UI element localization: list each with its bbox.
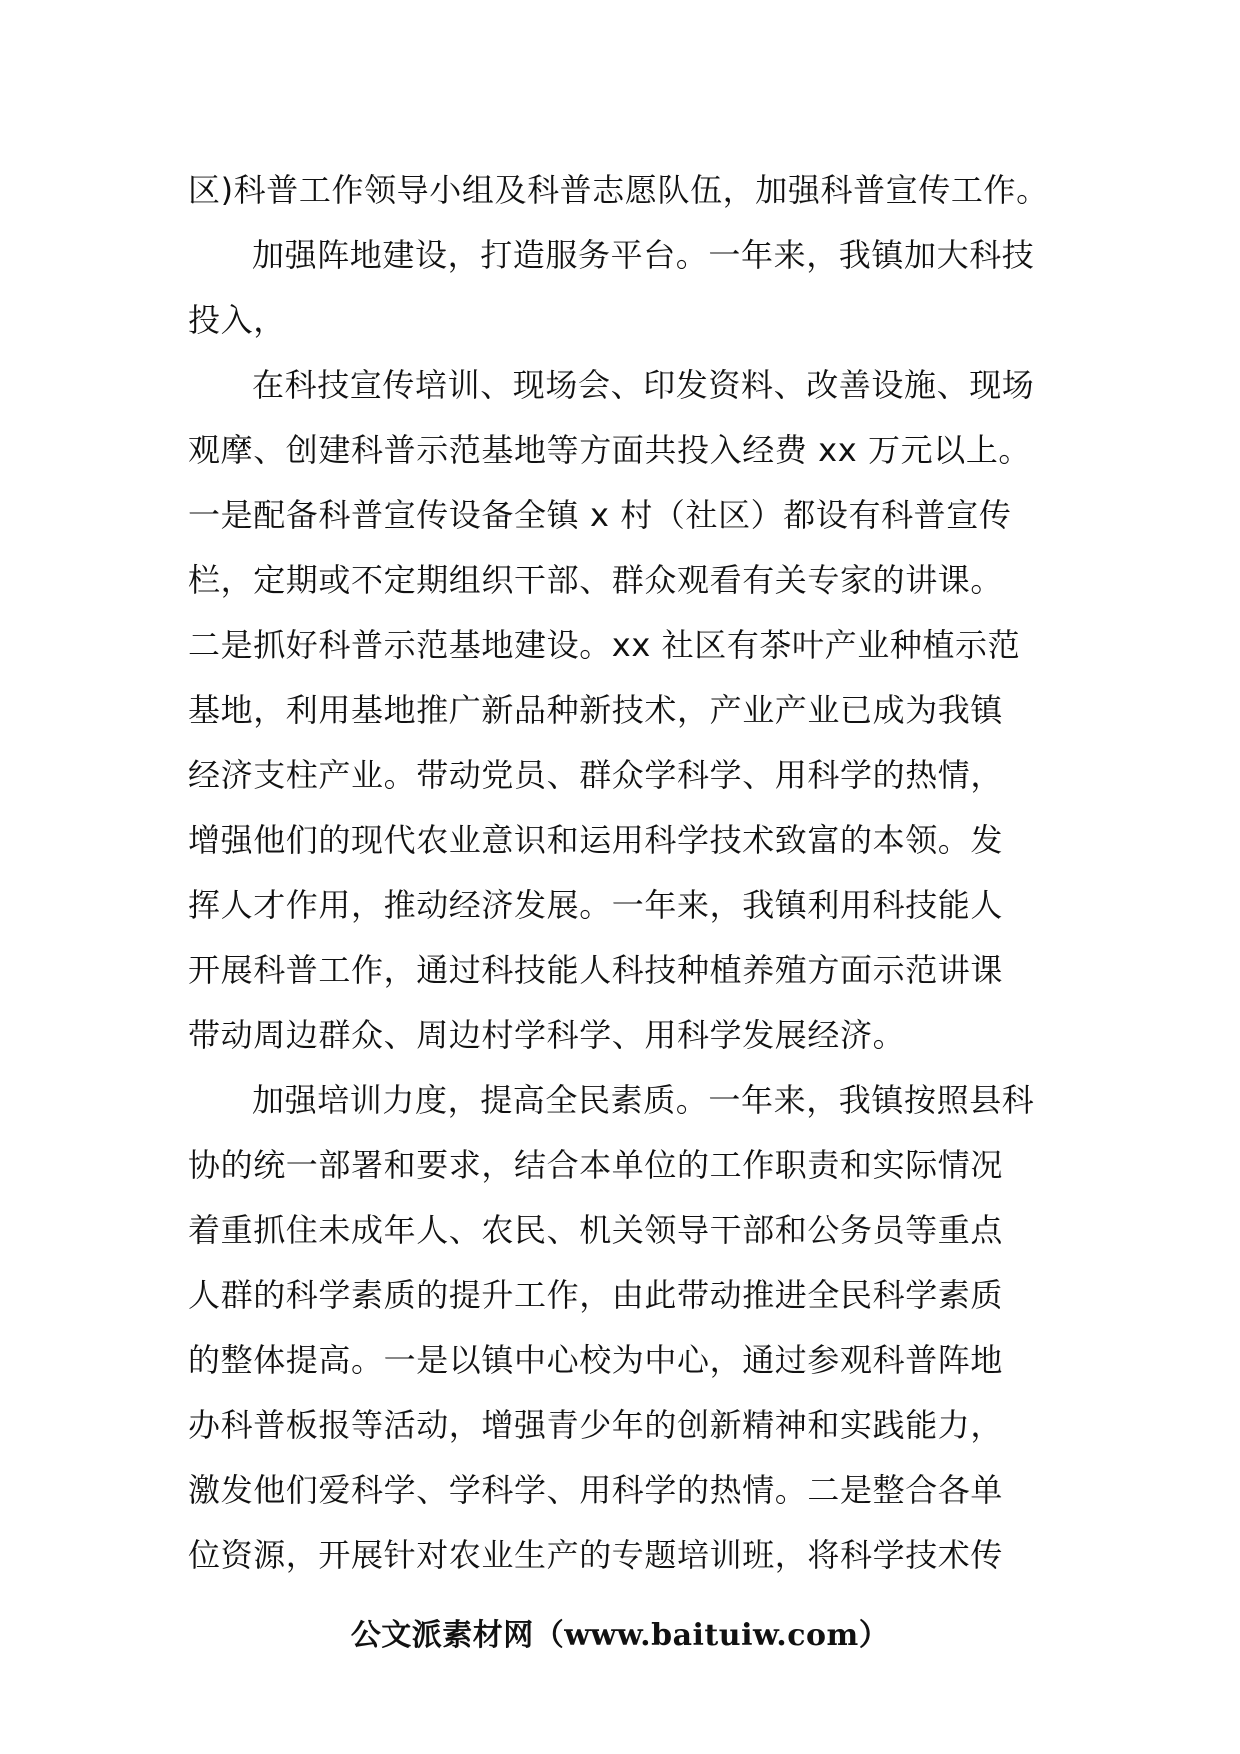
text-line: 的整体提高。一是以镇中心校为中心，通过参观科普阵地: [188, 1341, 1004, 1379]
text-line: 人群的科学素质的提升工作，由此带动推进全民科学素质: [188, 1276, 1004, 1314]
text-line: 开展科普工作，通过科技能人科技种植养殖方面示范讲课: [188, 951, 1004, 989]
text-line: 着重抓住未成年人、农民、机关领导干部和公务员等重点: [188, 1211, 1004, 1249]
text-line: 一是配备科普宣传设备全镇 x 村（社区）都设有科普宣传: [188, 496, 1012, 534]
footer-watermark: 公文派素材网（www.baituiw.com）: [350, 1618, 890, 1653]
text-line: 基地，利用基地推广新品种新技术，产业产业已成为我镇: [188, 691, 1004, 729]
text-line: 增强他们的现代农业意识和运用科学技术致富的本领。发: [188, 821, 1004, 859]
text-line: 协的统一部署和要求，结合本单位的工作职责和实际情况: [188, 1146, 1004, 1184]
text-line: 二是抓好科普示范基地建设。xx 社区有茶叶产业种植示范: [188, 626, 1021, 664]
text-line: 挥人才作用，推动经济发展。一年来，我镇利用科技能人: [188, 886, 1004, 924]
text-line: 激发他们爱科学、学科学、用科学的热情。二是整合各单: [188, 1471, 1004, 1509]
text-line: 区)科普工作领导小组及科普志愿队伍，加强科普宣传工作。: [188, 171, 1049, 209]
text-line: 带动周边群众、周边村学科学、用科学发展经济。: [188, 1016, 906, 1054]
text-line: 栏，定期或不定期组织干部、群众观看有关专家的讲课。: [188, 561, 1004, 599]
text-line: 加强阵地建设，打造服务平台。一年来，我镇加大科技: [252, 236, 1035, 274]
text-line: 加强培训力度，提高全民素质。一年来，我镇按照县科: [252, 1081, 1035, 1119]
text-line: 投入，: [188, 301, 286, 339]
text-line: 办科普板报等活动，增强青少年的创新精神和实践能力，: [188, 1406, 1004, 1444]
document-body: [188, 158, 1058, 1588]
text-line: 经济支柱产业。带动党员、群众学科学、用科学的热情，: [188, 756, 1004, 794]
text-line: 观摩、创建科普示范基地等方面共投入经费 xx 万元以上。: [188, 431, 1032, 469]
text-line: 位资源，开展针对农业生产的专题培训班，将科学技术传: [188, 1536, 1004, 1574]
text-line: 在科技宣传培训、现场会、印发资料、改善设施、现场: [252, 366, 1035, 404]
